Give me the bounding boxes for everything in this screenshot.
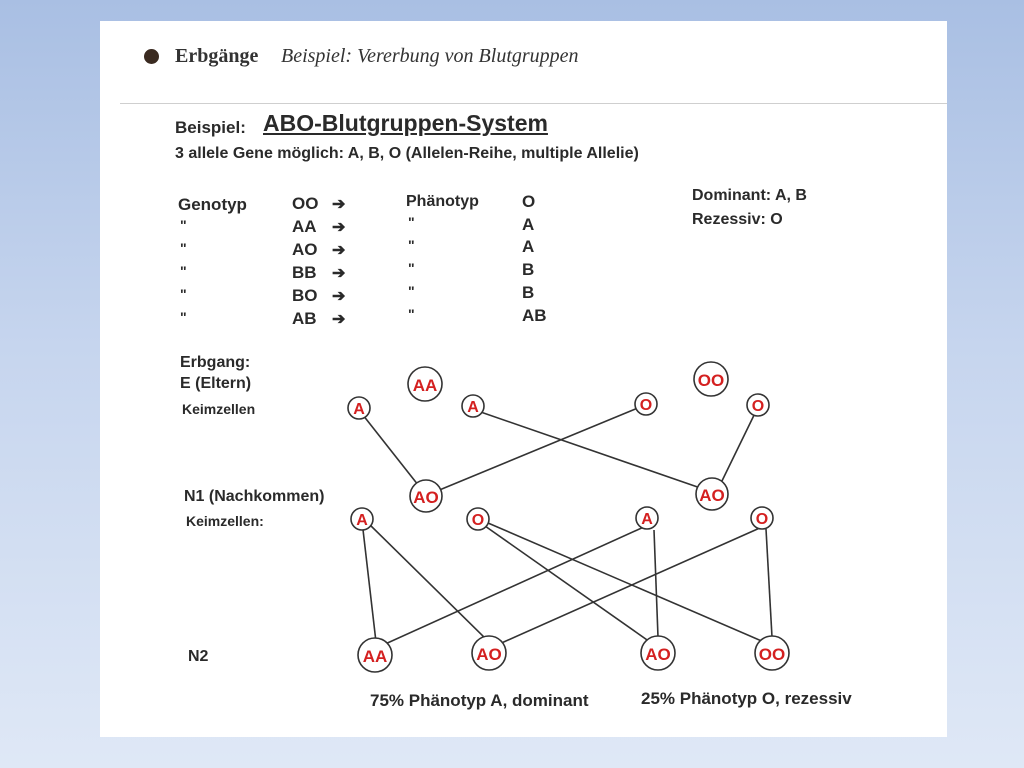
n2-label-value: OO (758, 645, 786, 664)
genotyp-header: Genotyp (178, 195, 247, 214)
genotype-value: AO (292, 240, 318, 259)
parent-label: AA (412, 376, 438, 395)
recessive-note: Rezessiv: O (692, 211, 783, 228)
arrow-right-icon: ➔ (332, 196, 346, 213)
genotype-value: BO (292, 286, 318, 305)
n2-label-value: AO (476, 645, 502, 664)
result-recessive: 25% Phänotyp O, rezessiv (641, 689, 852, 708)
phaenotyp-header: Phänotyp (406, 193, 479, 210)
phenotype-value: AB (522, 306, 547, 325)
gamete-label: O (755, 511, 769, 528)
genotype-value: AB (292, 309, 317, 328)
header-subtitle: Beispiel: Vererbung von Blutgruppen (281, 45, 579, 67)
arrow-right-icon: ➔ (332, 311, 346, 328)
genotype-value: BB (292, 263, 317, 282)
genotype-value: OO (292, 194, 319, 213)
cross-line (766, 529, 772, 637)
n2-label-value: AO (645, 645, 671, 664)
ditto-mark: " (408, 260, 415, 276)
ditto-mark: " (408, 306, 415, 322)
beispiel-label: Beispiel: (175, 118, 246, 137)
eltern-label: E (Eltern) (180, 375, 252, 392)
arrow-right-icon: ➔ (332, 265, 346, 282)
worksheet (100, 21, 947, 737)
allele-labels (353, 371, 785, 666)
ditto-mark: " (180, 240, 187, 256)
cross-line (472, 409, 712, 492)
cross-line (368, 523, 488, 641)
phenotype-value: A (522, 237, 535, 256)
gamete-label: A (641, 511, 653, 528)
cross-line (485, 526, 650, 642)
phenotype-value: B (522, 260, 535, 279)
phenotype-value: B (522, 283, 535, 302)
gamete-label: A (467, 399, 479, 416)
cross-line (362, 521, 376, 642)
ditto-mark: " (180, 286, 187, 302)
n2-label: N2 (188, 648, 209, 665)
n1-label: N1 (Nachkommen) (184, 488, 325, 505)
ditto-mark: " (180, 217, 187, 233)
offspring-label: AO (699, 486, 725, 505)
keimzellen-label: Keimzellen (182, 401, 256, 417)
ditto-mark: " (408, 237, 415, 253)
gamete-label: A (356, 512, 368, 529)
cross-line (359, 410, 426, 495)
n2-label-value: AA (362, 647, 388, 666)
ditto-mark: " (180, 263, 187, 279)
genotype-value: AA (292, 217, 317, 236)
crossing-diagram (100, 21, 947, 737)
cross-line (437, 405, 645, 491)
n1-keimzellen-label: Keimzellen: (186, 513, 264, 529)
arrow-right-icon: ➔ (332, 242, 346, 259)
ditto-mark: " (180, 309, 187, 325)
alleles-line: 3 allele Gene möglich: A, B, O (Allelen-Reihe, multiple Allelie) (175, 145, 639, 162)
ditto-mark: " (408, 283, 415, 299)
parent-label: OO (697, 371, 725, 390)
system-name: ABO-Blutgruppen-System (263, 110, 548, 136)
cross-lines (359, 405, 772, 645)
header-title: Erbgänge (175, 45, 259, 67)
gamete-label: O (471, 512, 485, 529)
offspring-label: AO (413, 488, 439, 507)
erbgang-label: Erbgang: (180, 354, 251, 371)
cross-line (654, 530, 658, 637)
gamete-label: O (639, 397, 653, 414)
arrow-right-icon: ➔ (332, 288, 346, 305)
phenotype-value: A (522, 215, 535, 234)
node-circles (348, 362, 789, 672)
cross-line (383, 526, 646, 645)
gamete-label: A (353, 401, 365, 418)
dominant-note: Dominant: A, B (692, 187, 807, 204)
arrow-right-icon: ➔ (332, 219, 346, 236)
result-dominant: 75% Phänotyp A, dominant (370, 691, 589, 710)
phenotype-value: O (522, 192, 536, 211)
gamete-label: O (751, 398, 765, 415)
cross-line (720, 407, 758, 485)
ditto-mark: " (408, 214, 415, 230)
